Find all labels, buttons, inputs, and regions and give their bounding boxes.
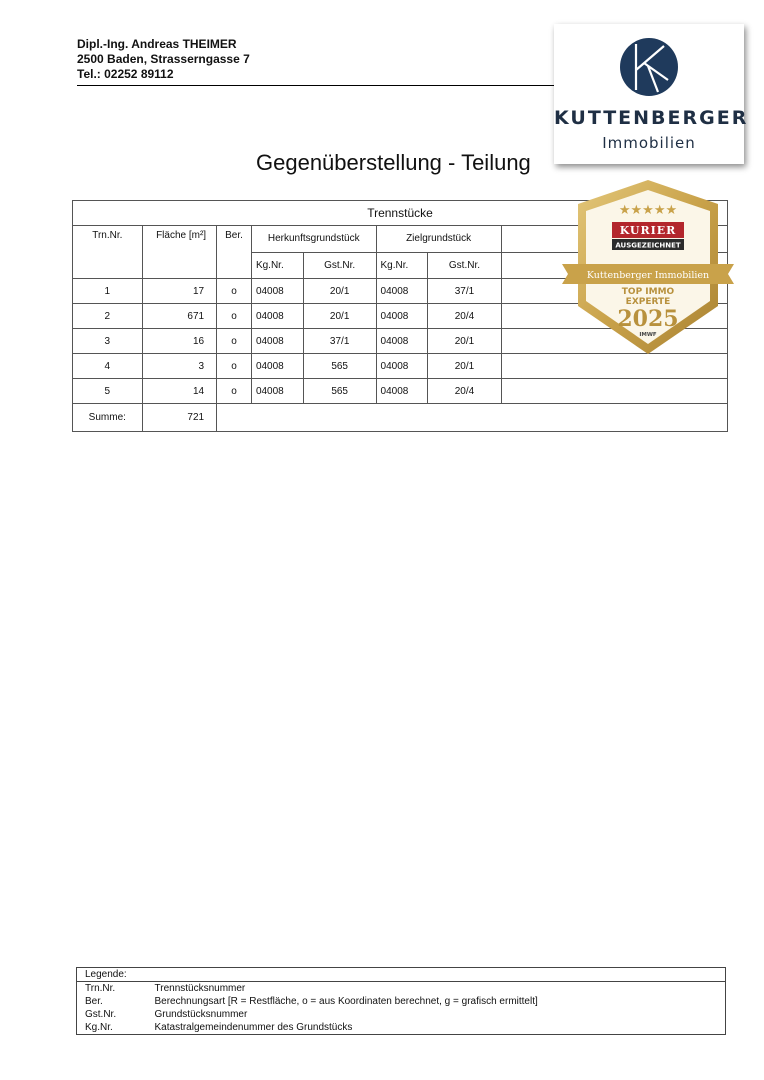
table-row (73, 354, 728, 379)
badge-kurier: KURIER (619, 224, 677, 237)
kuttenberger-logo (554, 24, 749, 164)
cell-gst-to: 20/4 (428, 379, 501, 404)
sum-label: Summe: (73, 404, 143, 432)
header-divider (77, 85, 577, 86)
cell-ber: o (217, 279, 252, 304)
header-herkunft: Herkunftsgrundstück (251, 226, 376, 253)
legend-abbr: Ber. (77, 995, 147, 1008)
sum-empty (217, 404, 728, 432)
legend-table (76, 967, 726, 1035)
page-title: Gegenüberstellung - Teilung (256, 150, 531, 175)
sum-row (73, 404, 728, 432)
cell-trn: 4 (73, 354, 143, 379)
legend-item (77, 995, 726, 1008)
legend-desc: Katastralgemeindenummer des Grundstücks (147, 1021, 726, 1035)
legend-item (77, 982, 726, 996)
cell-ber: o (217, 329, 252, 354)
logo-subtitle: Immobilien (602, 134, 696, 152)
cell-ber: o (217, 304, 252, 329)
badge-imwf: IMWF (639, 332, 657, 338)
legend-desc: Grundstücksnummer (147, 1008, 726, 1021)
cell-gst-from: 565 (303, 354, 376, 379)
surveyor-header (77, 37, 250, 82)
cell-flaeche: 671 (142, 304, 216, 329)
cell-ber: o (217, 379, 252, 404)
cell-trn: 1 (73, 279, 143, 304)
cell-flaeche: 16 (142, 329, 216, 354)
award-badge (560, 178, 736, 356)
header-ziel: Zielgrundstück (376, 226, 501, 253)
surveyor-name: Dipl.-Ing. Andreas THEIMER (77, 37, 237, 51)
cell-gst-from: 565 (303, 379, 376, 404)
cell-trn: 2 (73, 304, 143, 329)
cell-gst-to: 37/1 (428, 279, 501, 304)
header-ber: Ber. (217, 226, 252, 279)
cell-gst-to: 20/1 (428, 329, 501, 354)
header-kg-to: Kg.Nr. (376, 252, 428, 279)
cell-kg-to: 04008 (376, 354, 428, 379)
legend-desc: Berechnungsart [R = Restfläche, o = aus Koordinaten berechnet, g = grafisch ermittelt] (147, 995, 726, 1008)
badge-stars-icon: ★★★★★ (618, 203, 678, 218)
legend-desc: Trennstücksnummer (147, 982, 726, 996)
cell-kg-from: 04008 (251, 304, 303, 329)
surveyor-address: 2500 Baden, Strasserngasse 7 (77, 52, 250, 66)
cell-trn: 5 (73, 379, 143, 404)
badge-ribbon-text: Kuttenberger Immobilien (586, 270, 710, 281)
legend-title: Legende: (77, 968, 726, 982)
cell-gst-from: 20/1 (303, 279, 376, 304)
badge-line2: EXPERTE (625, 297, 671, 307)
cell-kg-to: 04008 (376, 304, 428, 329)
legend-abbr: Trn.Nr. (77, 982, 147, 996)
cell-empty (501, 354, 727, 379)
cell-ber: o (217, 354, 252, 379)
header-gst-to: Gst.Nr. (428, 252, 501, 279)
header-kg-from: Kg.Nr. (251, 252, 303, 279)
cell-kg-to: 04008 (376, 279, 428, 304)
cell-trn: 3 (73, 329, 143, 354)
header-flaeche: Fläche [m²] (142, 226, 216, 279)
sum-value: 721 (142, 404, 216, 432)
table-row (73, 379, 728, 404)
badge-ausgezeichnet: AUSGEZEICHNET (615, 241, 681, 250)
cell-flaeche: 17 (142, 279, 216, 304)
cell-gst-from: 37/1 (303, 329, 376, 354)
badge-year: 2025 (617, 306, 679, 332)
surveyor-phone: Tel.: 02252 89112 (77, 67, 174, 81)
legend-item (77, 1021, 726, 1035)
header-trn: Trn.Nr. (73, 226, 143, 279)
cell-kg-to: 04008 (376, 329, 428, 354)
cell-kg-from: 04008 (251, 354, 303, 379)
legend-abbr: Kg.Nr. (77, 1021, 147, 1035)
cell-kg-from: 04008 (251, 279, 303, 304)
cell-gst-to: 20/4 (428, 304, 501, 329)
cell-kg-from: 04008 (251, 379, 303, 404)
header-gst-from: Gst.Nr. (303, 252, 376, 279)
badge-line1: TOP IMMO (621, 287, 675, 297)
cell-flaeche: 14 (142, 379, 216, 404)
table-group-title: Trennstücke (73, 201, 728, 226)
logo-brand-name: KUTTENBERGER (554, 107, 749, 129)
cell-empty (501, 379, 727, 404)
cell-gst-to: 20/1 (428, 354, 501, 379)
cell-kg-to: 04008 (376, 379, 428, 404)
legend-abbr: Gst.Nr. (77, 1008, 147, 1021)
logo-emblem-icon (618, 36, 680, 98)
cell-gst-from: 20/1 (303, 304, 376, 329)
cell-flaeche: 3 (142, 354, 216, 379)
cell-kg-from: 04008 (251, 329, 303, 354)
legend-item (77, 1008, 726, 1021)
